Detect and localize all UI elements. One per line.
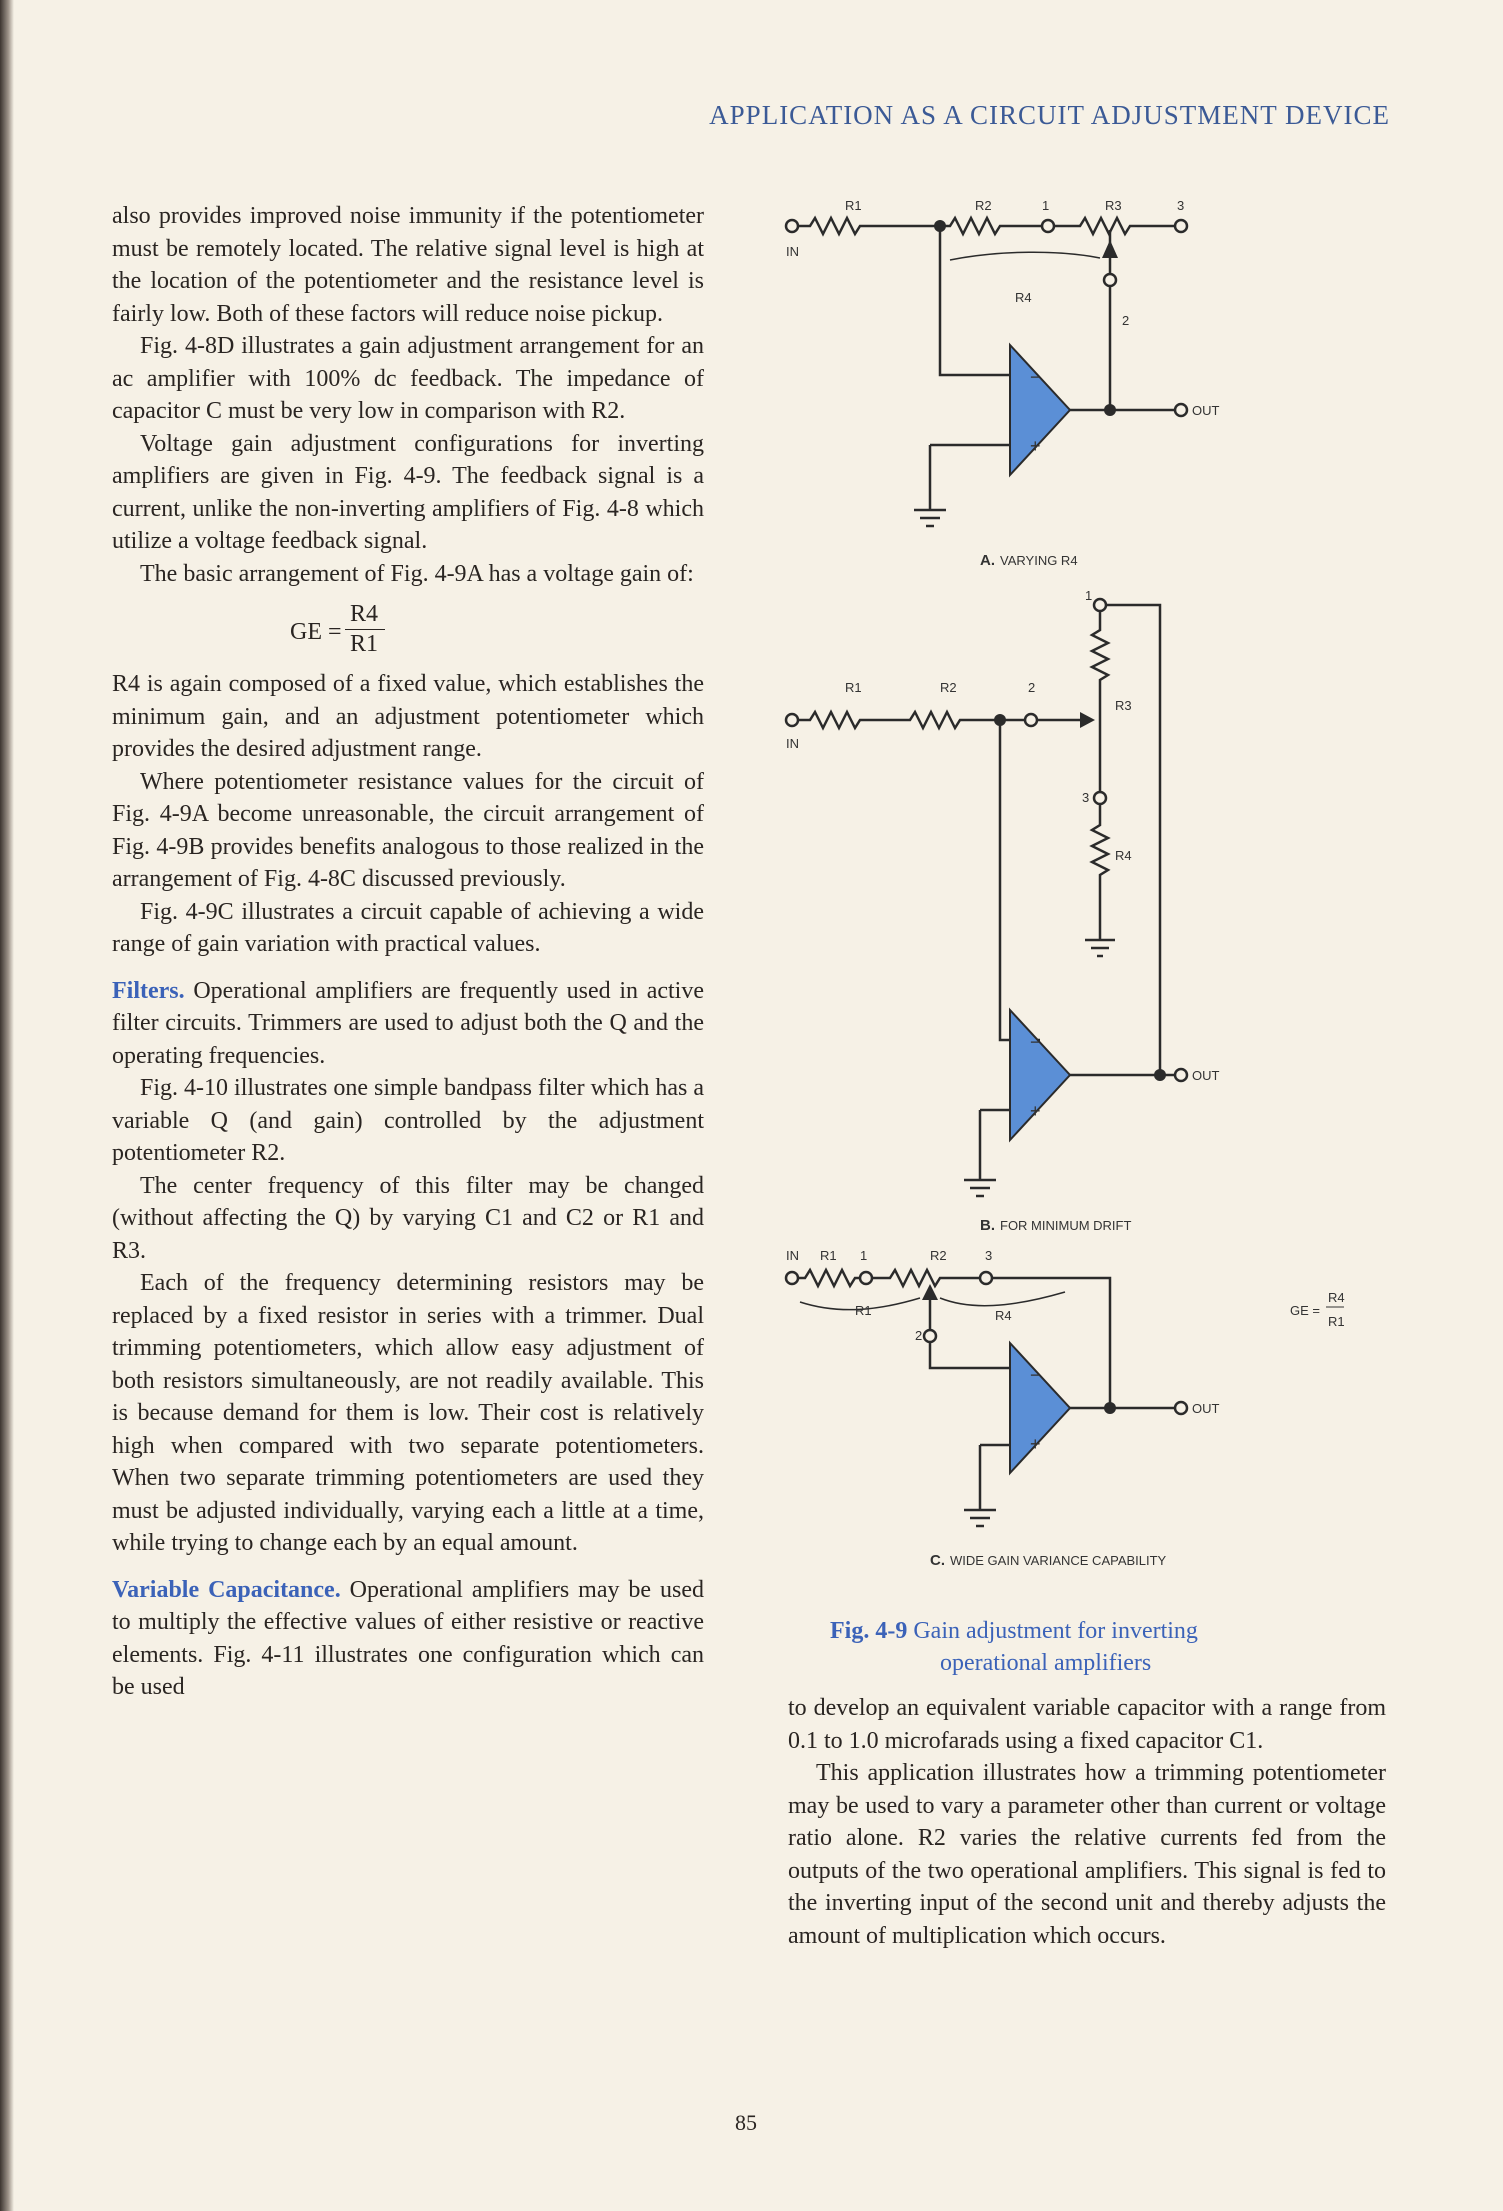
label: OUT — [1192, 1401, 1220, 1416]
label: + — [1030, 436, 1041, 456]
label: 3 — [1177, 198, 1185, 213]
label: R4 — [1115, 848, 1132, 863]
paragraph: R4 is again composed of a fixed value, which establishes the minimum gain, and an adjustment potentiometer which provides the desired adjustment range. — [112, 671, 704, 762]
label: R3 — [1115, 698, 1132, 713]
label: 1 — [1085, 588, 1093, 603]
label: R3 — [1105, 198, 1122, 213]
label: R1 — [820, 1248, 837, 1263]
caption: FOR MINIMUM DRIFT — [1000, 1218, 1132, 1233]
label: R4 — [1015, 290, 1032, 305]
label: − — [1030, 1032, 1041, 1052]
paragraph: Where potentiometer resistance values for the circuit of Fig. 4-9A become unreasonable, the circuit arrangement of Fig. 4-9B provides benefits analogous to those realized in the arrangement of Fig. 4-8C discussed previously. — [112, 768, 704, 892]
running-header: APPLICATION AS A CIRCUIT ADJUSTMENT DEVICE — [709, 100, 1390, 130]
label: GE = — [1290, 1303, 1320, 1318]
label: 3 — [1082, 790, 1090, 805]
caption: WIDE GAIN VARIANCE CAPABILITY — [950, 1553, 1167, 1568]
label: R1 — [845, 198, 862, 213]
paragraph-variable-capacitance — [112, 1574, 704, 1704]
page-binding-shadow — [0, 0, 14, 2211]
label: R2 — [930, 1248, 947, 1263]
gain-formula — [112, 598, 704, 658]
label: OUT — [1192, 403, 1220, 418]
label: R4 — [1328, 1290, 1345, 1305]
label: 1 — [1042, 198, 1050, 213]
right-column — [788, 1692, 1386, 1952]
label: R1 — [1328, 1314, 1345, 1329]
figure-caption — [830, 1615, 1390, 1679]
label: + — [1030, 1101, 1041, 1121]
paragraph: Fig. 4-10 illustrates one simple bandpass filter which has a variable Q (and gain) controlled by the adjustment potentiometer R2. — [112, 1075, 704, 1166]
label: − — [1030, 1365, 1041, 1385]
label: IN — [786, 244, 799, 259]
caption: VARYING R4 — [1000, 553, 1078, 568]
caption-letter: A. — [980, 552, 995, 569]
paragraph: to develop an equivalent variable capacitor with a range from 0.1 to 1.0 microfarads using a fixed capacitor C1. — [788, 1695, 1386, 1754]
label: R1 — [855, 1303, 872, 1318]
formula-numerator: R4 — [350, 601, 379, 627]
paragraph: The center frequency of this filter may be changed (without affecting the Q) by varying C1 and C2 or R1 and R3. — [112, 1172, 704, 1264]
caption-letter: C. — [930, 1552, 945, 1569]
label: R4 — [995, 1308, 1012, 1323]
varcap-text: Operational amplifiers may be used to multiply the effective values of either resistive or reactive elements. Fig. 4-11 illustrates one configuration which can be used — [112, 1576, 705, 1700]
caption-letter: B. — [980, 1217, 995, 1234]
paragraph-filters — [112, 975, 704, 1073]
label: 3 — [985, 1248, 993, 1263]
label: 2 — [1122, 313, 1130, 328]
formula-denominator: R1 — [350, 631, 379, 657]
label: 2 — [1028, 680, 1036, 695]
page-number: 85 — [735, 2110, 757, 2135]
left-column — [112, 200, 704, 1704]
label: − — [1030, 367, 1041, 387]
label: R1 — [845, 680, 862, 695]
formula-lhs: GE = — [290, 619, 342, 645]
paragraph: Fig. 4-9C illustrates a circuit capable of achieving a wide range of gain variation with practical values. — [112, 898, 704, 957]
section-heading-variable-capacitance: Variable Capacitance. — [112, 1576, 341, 1603]
paragraph: also provides improved noise immunity if the potentiometer must be remotely located. The relative signal level is high at the location of the potentiometer and the resistance level is fairly low. Both of these factors will reduce noise pickup. — [112, 203, 704, 327]
paragraph: Fig. 4-8D illustrates a gain adjustment arrangement for an ac amplifier with 100% dc feedback. The impedance of capacitor C must be very low in comparison with R2. — [112, 333, 704, 424]
label: IN — [786, 736, 799, 751]
label: 2 — [915, 1328, 923, 1343]
label: IN — [786, 1248, 799, 1263]
paragraph: Each of the frequency determining resistors may be replaced by a fixed resistor in series with a trimmer. Dual trimming potentiometers, which allow easy adjustment of both resistors simultaneously, are not readily available. This is because demand for them is low. Their cost is relatively high when compared with two separate potentiometers. When two separate trimming potentiometers are used they must be adjusted individually, varying each a little at a time, while trying to change each by an equal amount. — [112, 1270, 704, 1556]
label: 1 — [860, 1248, 868, 1263]
figure-number: Fig. 4-9 — [830, 1618, 908, 1644]
filters-text: Operational amplifiers are frequently used in active filter circuits. Trimmers are used to adjust both the Q and the operating frequencies. — [112, 977, 704, 1069]
paragraph: This application illustrates how a trimming potentiometer may be used to vary a parameter other than current or voltage ratio alone. R2 varies the relative currents fed from the outputs of the two operational amplifiers. This signal is fed to the inverting input of the second unit and thereby adjusts the amount of multiplication which occurs. — [788, 1760, 1386, 1949]
label: OUT — [1192, 1068, 1220, 1083]
paragraph: The basic arrangement of Fig. 4-9A has a voltage gain of: — [140, 560, 694, 587]
caption-line-1: Gain adjustment for inverting — [913, 1618, 1198, 1644]
figure-4-9-schematics — [780, 180, 1410, 1620]
section-heading-filters: Filters. — [112, 977, 185, 1004]
label: R2 — [940, 680, 957, 695]
label: R2 — [975, 198, 992, 213]
paragraph: Voltage gain adjustment configurations for inverting amplifiers are given in Fig. 4-9. The feedback signal is a current, unlike the non-inverting amplifiers of Fig. 4-8 which utilize a voltage feedback signal. — [112, 430, 704, 554]
label: + — [1030, 1434, 1041, 1454]
caption-line-2: operational amplifiers — [940, 1650, 1152, 1676]
